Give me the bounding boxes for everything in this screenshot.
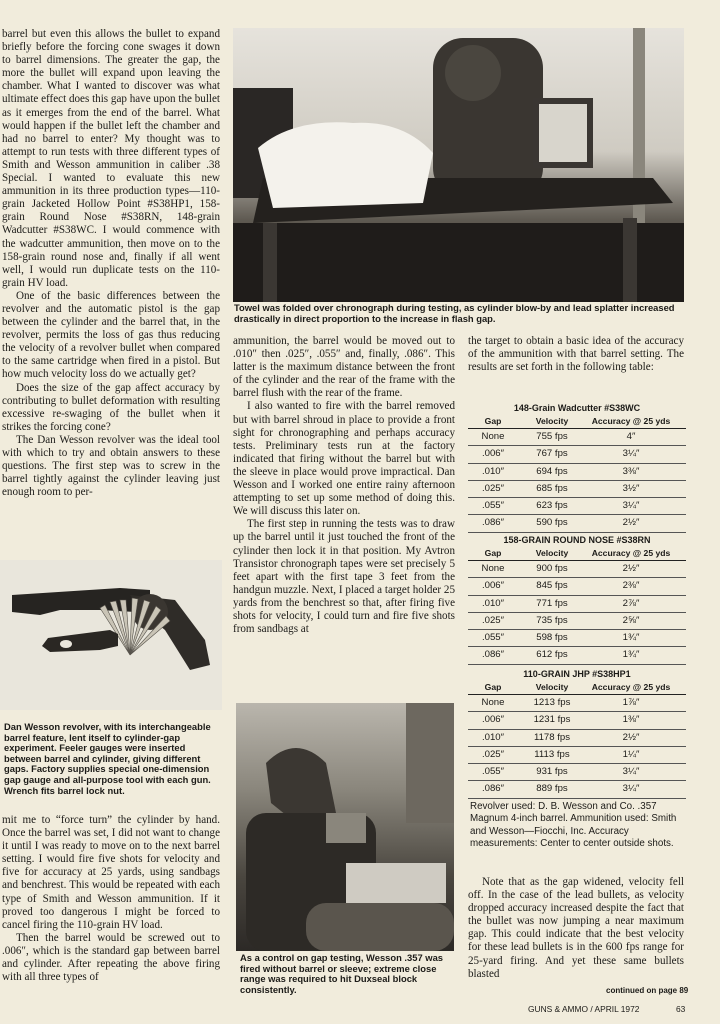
shooter-scene	[236, 703, 454, 951]
cell-velocity: 900 fps	[536, 563, 568, 574]
cell-gap: .010″	[481, 597, 505, 609]
magazine-issue: GUNS & AMMO / APRIL 1972	[528, 1004, 640, 1014]
cell-accuracy: 1¾″	[622, 649, 640, 661]
table-row	[468, 578, 686, 595]
revolver-note: Revolver used: D. B. Wesson and Co. .357 Magnum 4-inch barrel. Ammunition used: Smith and Wesson—Fiocchi, Inc. Accuracy measurements: Center to center outside shots.	[470, 801, 677, 850]
column-3-top	[468, 335, 684, 374]
body-paragraph: mit me to “force turn” the cylinder by hand. Once the barrel was set, I did not want to change it until I was ready to move on to the next barrel setting. I would fire five shots for velocity and five for accuracy at 25 yards, using sandbags and benchrest. This would be repeated with each type of Smith and Wesson ammunition. If it proved too dangerous I might be forced to cancel firing the 110-grain HV load.	[2, 814, 220, 931]
table-row	[468, 747, 686, 764]
cell-velocity: 685 fps	[536, 482, 568, 494]
revolver-illustration	[0, 560, 222, 710]
chronograph-scene	[233, 28, 684, 302]
continued-note: continued on page 89	[606, 986, 689, 995]
page-number: 63	[676, 1004, 686, 1014]
table-title: 158-GRAIN ROUND NOSE #S38RN	[503, 535, 651, 545]
cell-gap: .055″	[481, 500, 505, 512]
table-row	[468, 730, 686, 747]
table-row	[468, 498, 686, 515]
table-jhp	[468, 668, 686, 799]
table-header	[468, 680, 686, 695]
cell-velocity: 931 fps	[536, 766, 568, 778]
table-row	[468, 647, 686, 664]
cell-velocity: 755 fps	[536, 431, 568, 442]
cell-accuracy: 3¼″	[622, 500, 640, 512]
body-paragraph: Does the size of the gap affect accuracy by contributing to bullet deformation with resulting excessive re-swaging of the bullet when it strikes the forcing cone?	[2, 381, 220, 433]
table-row	[468, 515, 686, 532]
cell-accuracy: 1¼″	[622, 748, 640, 760]
cell-gap: .086″	[481, 783, 505, 795]
table-round-nose	[468, 534, 686, 665]
cell-gap: .006″	[481, 580, 505, 592]
table-row	[468, 481, 686, 498]
revolver-photo	[0, 560, 222, 710]
caption-shooter: As a control on gap testing, Wesson .357 was fired without barrel or sleeve; extreme close range was required to hit Duxseal block consistently.	[240, 952, 443, 995]
cell-velocity: 845 fps	[536, 580, 568, 592]
cell-accuracy: 3¼″	[622, 448, 640, 460]
body-paragraph: Then the barrel would be screwed out to .006″, which is the standard gap between barrel and cylinder. After repeating the above firing with all three types of	[2, 931, 220, 984]
cell-accuracy: 2⅞″	[622, 597, 640, 609]
body-paragraph: The first step in running the tests was to draw up the barrel until it just touched the front of the cylinder then lock it in that position. My Avtron Transistor chronograph tapes were set precisely 5 feet apart with the first tape 3 feet from the handgun muzzle. Next, I placed a target holder 25 yards from the benchrest so that, after firing five shots for velocity, I could turn and fire five shots from sandbags at	[233, 518, 455, 636]
cell-velocity: 1113 fps	[534, 748, 570, 760]
cell-velocity: 623 fps	[536, 500, 568, 512]
body-paragraph: ammunition, the barrel would be moved out to .010″ then .025″, .055″ and, finally, .086″. This latter is the maximum distance between the front of the cylinder and the rear of the frame with the barrel flush with the rear of the frame.	[233, 335, 455, 400]
cell-accuracy: 3¼″	[622, 766, 640, 778]
column-1-bottom	[2, 814, 220, 984]
cell-gap: .025″	[481, 748, 505, 760]
cell-gap: None	[481, 431, 505, 442]
body-paragraph: the target to obtain a basic idea of the accuracy of the ammunition with that barrel setting. The results are set forth in the following table:	[468, 335, 684, 374]
table-row	[468, 464, 686, 481]
cell-velocity: 889 fps	[536, 783, 568, 795]
body-paragraph: One of the basic differences between the revolver and the automatic pistol is the gap between the cylinder and the barrel that, in the revolver, permits the loss of gas thus reducing the velocity of a revolver bullet when compared to the same cartridge when fired in a pistol. But how much velocity loss do we actually get?	[2, 289, 220, 381]
header-gap: Gap	[484, 682, 502, 692]
header-velocity: Velocity	[535, 548, 569, 558]
table-header	[468, 414, 686, 429]
table-row	[468, 712, 686, 729]
cell-gap: None	[481, 563, 505, 574]
cell-accuracy: 1⅜″	[622, 714, 640, 726]
cell-velocity: 1178 fps	[533, 731, 571, 743]
header-velocity: Velocity	[535, 416, 569, 426]
cell-velocity: 590 fps	[536, 517, 568, 529]
header-accuracy: Accuracy @ 25 yds	[591, 682, 671, 692]
table-row	[468, 429, 686, 446]
cell-gap: None	[481, 697, 505, 708]
body-paragraph: Note that as the gap widened, velocity fell off. In the case of the lead bullets, as velocity dropped accuracy increased despite the fact that the bullet was now jumping a near maximum gap. This could indicate that the best velocity for these lead bullets is in the 600 fps range for 25-yard firing. And yet these same bullets blasted	[468, 876, 684, 980]
page-footer	[0, 1002, 720, 1018]
cell-gap: .086″	[481, 517, 505, 529]
table-row	[468, 630, 686, 647]
caption-chronograph: Towel was folded over chronograph during testing, as cylinder blow-by and lead splatter increased drastically in direct proportion to the increase in flash gap.	[234, 302, 675, 324]
cell-velocity: 694 fps	[536, 465, 568, 477]
table-row	[468, 781, 686, 798]
cell-gap: .006″	[481, 448, 505, 460]
cell-gap: .025″	[481, 482, 505, 494]
table-row	[468, 764, 686, 781]
header-gap: Gap	[484, 548, 502, 558]
cell-gap: .086″	[481, 649, 505, 661]
cell-accuracy: 4″	[626, 431, 636, 442]
table-wadcutter	[468, 402, 686, 533]
header-gap: Gap	[484, 416, 502, 426]
cell-accuracy: 2½″	[622, 563, 640, 574]
cell-velocity: 1231 fps	[533, 714, 571, 726]
table-row	[468, 695, 686, 712]
column-3-bottom	[468, 876, 684, 981]
cell-gap: .055″	[481, 766, 505, 778]
cell-accuracy: 3⅜″	[622, 465, 640, 477]
cell-accuracy: 2⅝″	[622, 614, 640, 626]
cell-accuracy: 1⅞″	[622, 697, 640, 708]
header-accuracy: Accuracy @ 25 yds	[591, 416, 671, 426]
table-row	[468, 561, 686, 578]
table-header	[468, 546, 686, 561]
header-accuracy: Accuracy @ 25 yds	[591, 548, 671, 558]
cell-velocity: 771 fps	[536, 597, 568, 609]
table-title: 110-GRAIN JHP #S38HP1	[523, 669, 631, 679]
cell-velocity: 598 fps	[536, 632, 568, 644]
shooter-photo	[236, 703, 454, 951]
cell-velocity: 612 fps	[536, 649, 568, 661]
column-1-top	[2, 28, 220, 499]
chronograph-photo	[233, 28, 684, 302]
caption-revolver: Dan Wesson revolver, with its interchangeable barrel feature, lent itself to cylinder-gap experiment. Feeler gauges were inserted between barrel and cylinder, giving different gaps. Factory supplies special one-dimension gap gauge and all-purpose tool with each gun. Wrench fits barrel lock nut.	[4, 721, 211, 796]
header-velocity: Velocity	[535, 682, 569, 692]
table-title: 148-Grain Wadcutter #S38WC	[513, 403, 641, 413]
cell-velocity: 767 fps	[536, 448, 568, 460]
body-paragraph: barrel but even this allows the bullet to expand briefly before the forcing cone swages it down to barrel dimensions. The greater the gap, the more the bullet will expand upon leaving the chamber. What I wanted to discover was what ultimate effect does this gap have upon the bullet as it emerges from the end of the barrel. What would happen if the bullet left the chamber and had no barrel to enter? My thought was to attempt to run tests with three different types of Smith and Wesson ammunition in caliber .38 Special. I wanted to evaluate this new ammunition in its three production types—110-grain Jacketed Hollow Point #S38HP1, 158-grain Round Nose #S38RN, 148-grain Wadcutter #S38WC. I would commence with the wadcutter ammunition, then move on to the 158-grain round nose and, finally if all went well, I would run duplicate tests on the 110-grain HV load.	[2, 28, 220, 289]
cell-accuracy: 2½″	[622, 731, 640, 743]
cell-accuracy: 2½″	[622, 517, 640, 529]
table-row	[468, 613, 686, 630]
cell-accuracy: 3½″	[622, 482, 640, 494]
body-paragraph: I also wanted to fire with the barrel removed but with barrel shroud in place to provide a front sight for chronographing and perhaps accuracy tests. Preliminary tests run at the factory indicated that firing without the barrel but with the sleeve in place would prove impractical. Dan Wesson and I worked one entire rainy afternoon attempting to set up some method of doing this. We will discuss this later on.	[233, 400, 455, 518]
cell-gap: .025″	[481, 614, 505, 626]
cell-gap: .055″	[481, 632, 505, 644]
cell-velocity: 735 fps	[536, 614, 568, 626]
cell-gap: .010″	[481, 731, 505, 743]
table-row	[468, 446, 686, 463]
cell-velocity: 1213 fps	[533, 697, 571, 708]
table-row	[468, 596, 686, 613]
cell-accuracy: 2⅜″	[622, 580, 640, 592]
body-paragraph: The Dan Wesson revolver was the ideal tool with which to try and obtain answers to these questions. The first step was to screw in the barrel tightly against the cylinder leaving just enough room to per-	[2, 433, 220, 499]
cell-gap: .010″	[481, 465, 505, 477]
cell-accuracy: 3¼″	[622, 783, 640, 795]
cell-accuracy: 1¾″	[622, 632, 640, 644]
cell-gap: .006″	[481, 714, 505, 726]
column-2	[233, 335, 455, 636]
